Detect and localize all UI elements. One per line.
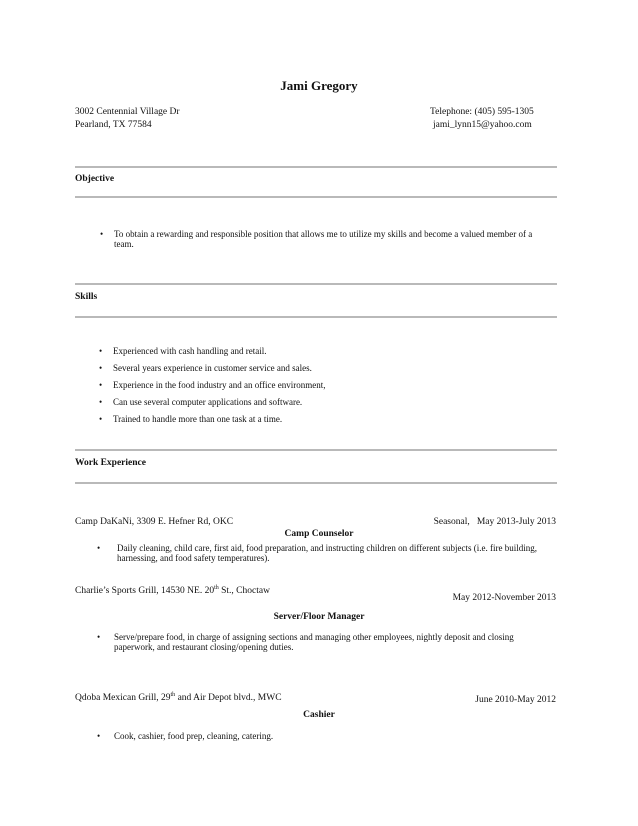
bullet-icon: •: [99, 363, 103, 373]
section-title-skills: Skills: [75, 292, 98, 302]
job-role: Server/Floor Manager: [273, 612, 365, 622]
employer-text: Qdoba Mexican Grill, 29: [75, 693, 171, 703]
divider: [75, 283, 557, 285]
list-item-text: Serve/prepare food, in charge of assigning sections and managing other employees, nightly deposit and closing paperwork, and restaurant closing/opening duties.: [114, 632, 514, 652]
bullet-icon: •: [97, 543, 101, 553]
list-item: [99, 346, 553, 356]
list-item: [99, 380, 553, 390]
employer-text: St., Choctaw: [218, 586, 270, 596]
list-item-text: Several years experience in customer service and sales.: [113, 363, 312, 373]
list-item-text: Cook, cashier, food prep, cleaning, catering.: [114, 731, 274, 741]
list-item-text: To obtain a rewarding and responsible position that allows me to utilize my skills and become a valued member of a team.: [114, 229, 533, 249]
list-item: [99, 397, 553, 407]
divider: [75, 316, 557, 318]
job-dates: May 2012-November 2013: [452, 593, 556, 603]
job-duties: [97, 543, 557, 563]
list-item: [97, 632, 554, 652]
superscript: th: [214, 584, 219, 591]
bullet-icon: •: [97, 731, 101, 741]
bullet-icon: •: [100, 229, 104, 239]
divider: [75, 166, 557, 168]
list-item: [97, 731, 554, 741]
job-dates: June 2010-May 2012: [475, 695, 556, 705]
divider: [75, 482, 557, 484]
objective-list: [100, 229, 554, 249]
bullet-icon: •: [97, 632, 101, 642]
divider: [75, 449, 557, 451]
employer-text: Charlie’s Sports Grill, 14530 NE. 20: [75, 586, 215, 596]
contact-block: [430, 106, 534, 132]
job-employer: [75, 693, 282, 703]
section-title-objective: Objective: [75, 174, 115, 184]
employer-text: and Air Depot blvd., MWC: [175, 693, 282, 703]
list-item: [100, 229, 554, 249]
bullet-icon: •: [99, 414, 103, 424]
job-employer: Camp DaKaNi, 3309 E. Hefner Rd, OKC: [75, 517, 234, 527]
email: jami_lynn15@yahoo.com: [433, 120, 532, 130]
job-role: Camp Counselor: [284, 529, 354, 539]
job-dates: Seasonal, May 2013-July 2013: [433, 517, 556, 527]
list-item: [97, 543, 557, 563]
divider: [75, 196, 557, 198]
job-employer: [75, 586, 270, 596]
resume-name: Jami Gregory: [280, 78, 358, 93]
list-item-text: Experienced with cash handling and retail.: [113, 346, 267, 356]
bullet-icon: •: [99, 397, 103, 407]
bullet-icon: •: [99, 380, 103, 390]
address-line-1: 3002 Centennial Village Dr: [75, 107, 180, 117]
list-item: [99, 414, 553, 424]
list-item: [99, 363, 553, 373]
address-line-2: Pearland, TX 77584: [75, 120, 152, 130]
job-role: Cashier: [303, 710, 335, 720]
section-title-work: Work Experience: [75, 458, 146, 468]
skills-list: [99, 346, 553, 424]
list-item-text: Can use several computer applications and software.: [113, 397, 303, 407]
telephone: Telephone: (405) 595-1305: [430, 107, 534, 117]
list-item-text: Experience in the food industry and an office environment,: [113, 380, 326, 390]
bullet-icon: •: [99, 346, 103, 356]
address-block: [75, 106, 180, 132]
list-item-text: Trained to handle more than one task at a time.: [113, 414, 283, 424]
list-item-text: Daily cleaning, child care, first aid, food preparation, and instructing children on different subjects (i.e. fire building, harnessing, and food safety temperatures).: [117, 543, 537, 563]
job-duties: [97, 731, 554, 741]
job-duties: [97, 632, 554, 652]
superscript: th: [170, 691, 176, 698]
